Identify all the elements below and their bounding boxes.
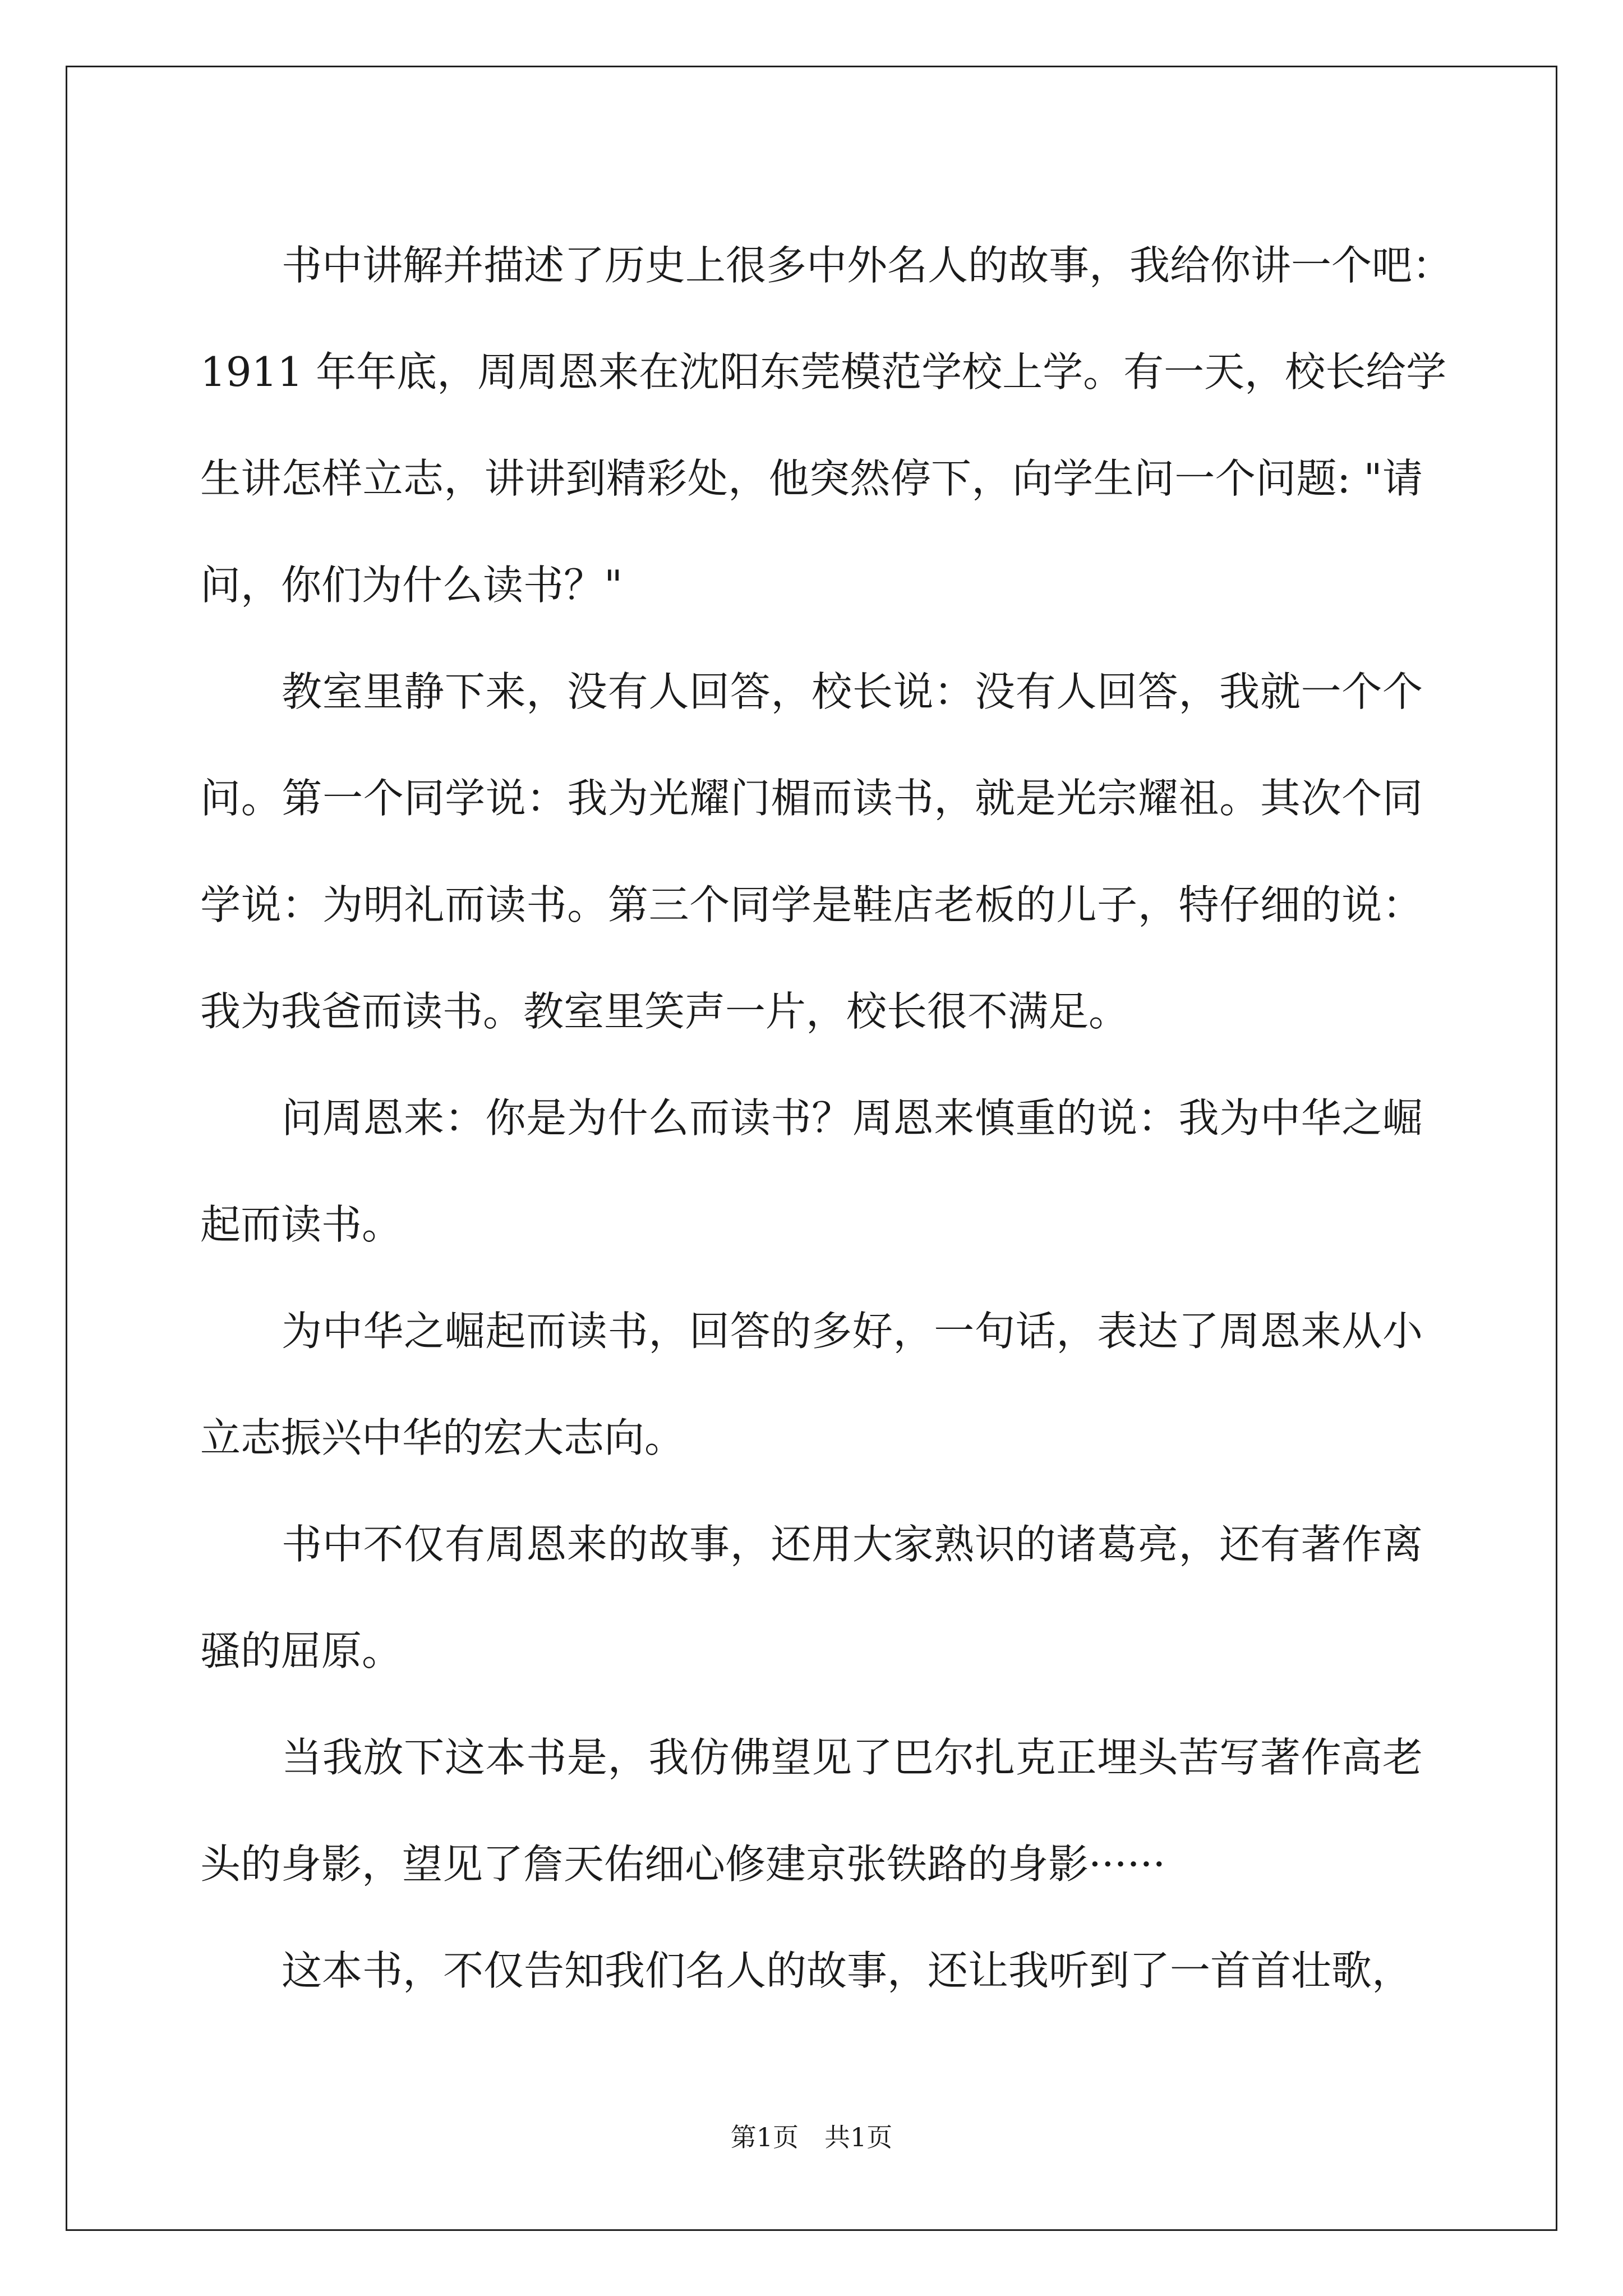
text-line: 当我放下这本书是，我仿佛望见了巴尔扎克正埋头苦写著作高老 xyxy=(282,1734,1423,1781)
text-line: 为中华之崛起而读书，回答的多好，一句话，表达了周恩来从小 xyxy=(282,1308,1423,1355)
text-line: 这本书，不仅告知我们名人的故事，还让我听到了一首首壮歌， xyxy=(282,1947,1413,1994)
text-line: 生讲怎样立志，讲讲到精彩处，他突然停下，向学生问一个问题: "请 xyxy=(200,455,1423,502)
text-line: 书中不仅有周恩来的故事，还用大家熟识的诸葛亮，还有著作离 xyxy=(282,1521,1423,1568)
text-line: 立志振兴中华的宏大志向。 xyxy=(200,1414,685,1461)
text-line: 头的身影，望见了詹天佑细心修建京张铁路的身影······ xyxy=(200,1841,1166,1888)
text-line: 问，你们为什么读书？" xyxy=(200,562,623,609)
text-line: 我为我爸而读书。教室里笑声一片，校长很不满足。 xyxy=(200,988,1129,1035)
text-line: 骚的屈原。 xyxy=(200,1627,403,1674)
text-line: 书中讲解并描述了历史上很多中外名人的故事，我给你讲一个吧： xyxy=(282,242,1453,289)
text-line: 学说：为明礼而读书。第三个同学是鞋店老板的儿子，特仔细的说： xyxy=(200,881,1423,928)
text-line: 1911 年年底，周周恩来在沈阳东莞模范学校上学。有一天，校长给学 xyxy=(200,348,1447,395)
text-line: 教室里静下来，没有人回答，校长说：没有人回答，我就一个个 xyxy=(282,668,1423,715)
document-body xyxy=(200,212,1453,2024)
text-line: 问。第一个同学说：我为光耀门楣而读书，就是光宗耀祖。其次个同 xyxy=(200,775,1423,822)
text-line: 问周恩来：你是为什么而读书？周恩来慎重的说：我为中华之崛 xyxy=(282,1094,1423,1142)
text-line: 起而读书。 xyxy=(200,1201,403,1248)
page-number: 第1页 共1页 xyxy=(730,2122,893,2152)
